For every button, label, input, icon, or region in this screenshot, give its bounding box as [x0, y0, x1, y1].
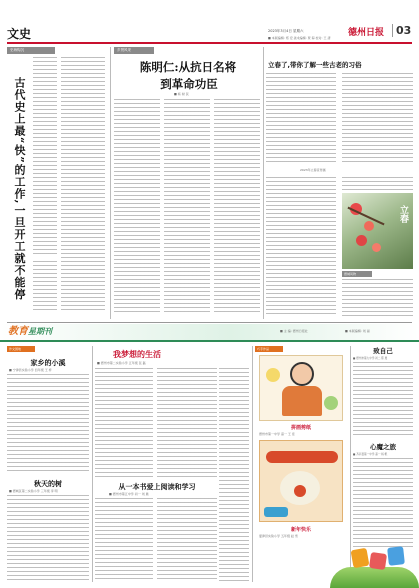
section-tag: 作文园地 — [7, 346, 35, 352]
brand-part1: 教育 — [8, 326, 28, 337]
section-tag: 乡贤风采 — [114, 47, 154, 54]
photo-caption: 2023年立春宣传画 — [300, 168, 326, 172]
brand-part2: 星期刊 — [28, 326, 52, 336]
article-title-line1: 陈明仁:从抗日名将 — [139, 60, 237, 74]
newspaper-name: 德州日报 — [348, 28, 385, 38]
essay-title-main: 我梦想的生活 — [113, 350, 161, 359]
artwork-image-2 — [259, 440, 343, 522]
decorative-abc-illustration — [330, 545, 419, 588]
essay-author: ■ 德州市第九中学 初二 陈 晨 — [353, 357, 388, 360]
history-article — [7, 47, 107, 317]
page-header — [0, 0, 419, 40]
section-tag: 史海钩沉 — [7, 47, 55, 54]
page-number: 03 — [392, 24, 411, 37]
customs-article — [266, 47, 413, 319]
essay-title: 致自己 — [373, 347, 393, 355]
brand-logo — [8, 322, 52, 337]
essay-author: ■ 德州市第五中学 初一 刘 晨 — [109, 492, 149, 496]
banner-right: ■ 本版编辑: 刘 丽 — [345, 329, 370, 333]
banner-left: ■ 主 编: 德州日报社 — [280, 329, 308, 333]
artwork-author: 夏津县实验小学 五年级 赵 雪 — [259, 534, 298, 538]
artwork-image-1 — [259, 355, 343, 421]
section-tag: 巧手作品 — [255, 346, 283, 352]
essay-title-sub: 从一本书爱上阅读和学习 — [118, 483, 196, 491]
essay-author: ■ 德州市第二实验小学 五年级 张 磊 — [97, 361, 146, 365]
essay-title: 家乡的小溪 — [30, 359, 66, 367]
artwork-caption: 新年快乐 — [290, 527, 311, 533]
student-essays-left — [7, 346, 89, 581]
section-tag: 德城风物 — [342, 271, 372, 277]
header-date: 2023年3月4日 星期六 — [268, 29, 304, 33]
header-subline: ■ 本版编辑: 郑 宏 美术编辑: 贾 海 校对: 王 清 — [268, 36, 331, 40]
essay-author: ■ 宁津县实验小学 四年级 王 梓 — [9, 368, 52, 372]
artwork-caption: 拼画剪纸 — [290, 425, 311, 431]
biography-article — [114, 47, 260, 317]
spring-photo — [342, 193, 413, 269]
byline: ■ 杨 树 民 — [174, 92, 189, 96]
article-title: 立春了,带你了解一些古老的习俗 — [268, 61, 362, 69]
artwork-author: 德州市第一中学 高一 王 佳 — [259, 432, 295, 436]
education-banner — [0, 324, 419, 342]
essay-title: 秋天的树 — [34, 480, 62, 488]
essay-title: 心魔之旅 — [370, 443, 396, 451]
article-title-line2: 到革命功臣 — [160, 77, 218, 91]
photo-text: 立春 — [398, 205, 408, 223]
essay-author: ■ 齐河县第一中学 高一 杨 帆 — [353, 453, 388, 456]
article-title-vertical: 古代史上最“快”的工作,一旦开工就不能停 — [13, 77, 26, 301]
section-title: 文史 — [7, 27, 32, 41]
essay-author: ■ 德城区第二实验小学 三年级 李 明 — [9, 489, 58, 493]
student-essays-center — [95, 346, 217, 581]
